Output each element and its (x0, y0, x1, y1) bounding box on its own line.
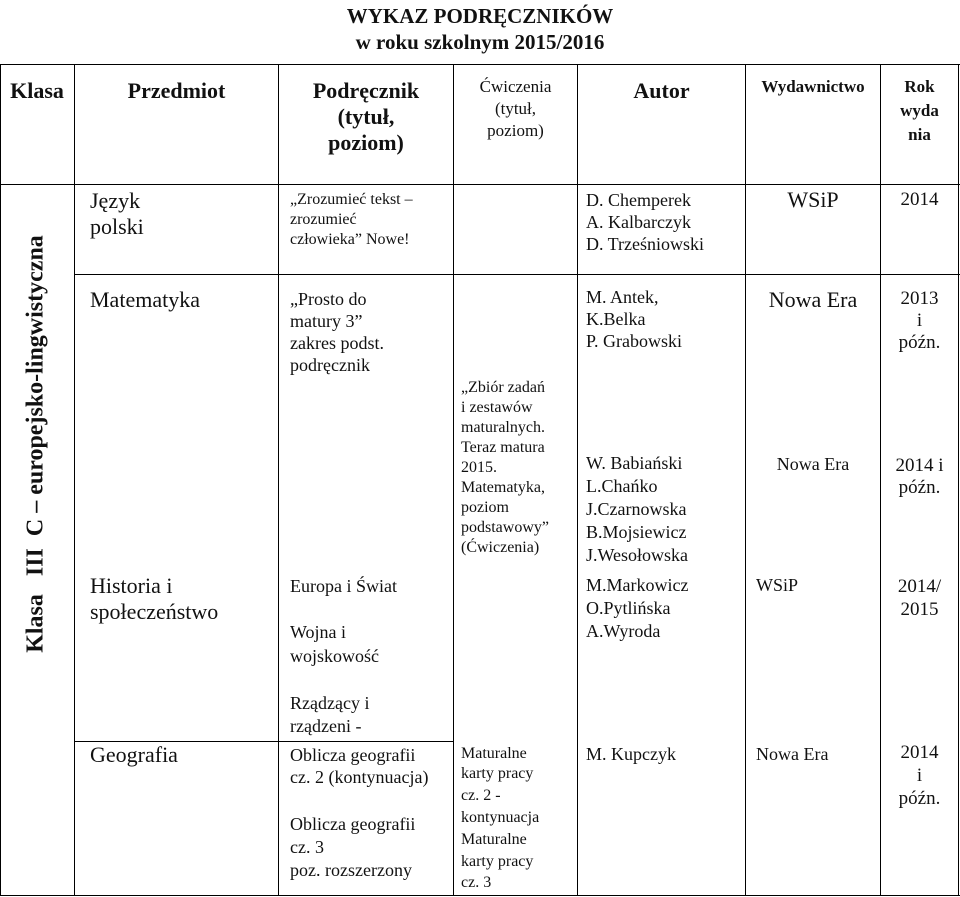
document-title: WYKAZ PODRĘCZNIKÓW (346, 4, 614, 28)
table-bottom-border (0, 895, 960, 896)
subject-polski-line1: Język (90, 188, 141, 213)
subject-matematyka: Matematyka (90, 287, 200, 312)
col-right-border (958, 64, 959, 896)
document-subtitle: w roku szkolnym 2015/2016 (355, 30, 605, 54)
header-wydawnictwo: Wydawnictwo (761, 77, 865, 96)
authors-geografia: M. Kupczyk (586, 744, 676, 764)
col-divider-klasa (74, 64, 75, 896)
col-divider-podrecznik (453, 64, 454, 896)
publisher-matematyka-1: Nowa Era (768, 287, 858, 312)
header-bottom-border (0, 184, 960, 185)
col-left-border (0, 64, 1, 896)
publisher-historia: WSiP (756, 575, 799, 595)
subject-polski-line2: polski (90, 214, 144, 239)
subject-historia-line1: Historia i (90, 573, 173, 598)
header-autor: Autor (633, 78, 690, 103)
header-przedmiot: Przedmiot (127, 78, 226, 103)
publisher-geografia: Nowa Era (756, 744, 829, 764)
header-klasa: Klasa (10, 78, 64, 103)
col-divider-cwiczenia (577, 64, 578, 896)
publisher-matematyka-2: Nowa Era (776, 454, 850, 474)
row-divider-polski (74, 274, 960, 275)
table-top-border (0, 64, 960, 65)
col-divider-przedmiot (278, 64, 279, 896)
subject-geografia: Geografia (90, 742, 178, 767)
publisher-polski: WSiP (787, 187, 839, 212)
subject-historia-line2: społeczeństwo (90, 599, 219, 624)
class-label: Klasa III C – europejsko-lingwistyczna (22, 235, 49, 653)
year-polski: 2014 (900, 189, 939, 210)
